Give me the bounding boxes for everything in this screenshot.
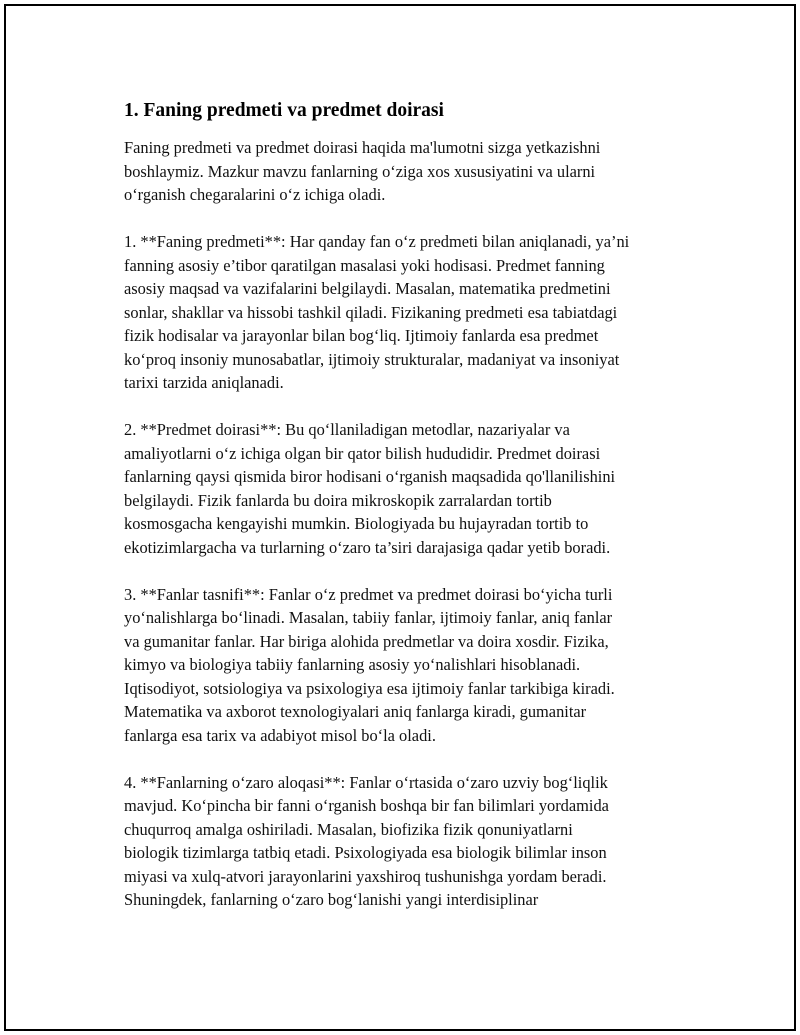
page-border xyxy=(4,4,796,1031)
paragraph-subject: 1. **Faning predmeti**: Har qanday fan o‘z predmeti bilan aniqlanadi, ya’ni fanning asosiy e’tibor qaratilgan masalasi yoki hodisasi. Predmet fanning asosiy maqsad va vazifalarini belgilaydi. Masalan, matematika predmetini sonlar, shakllar va hissobi tashkil qiladi. Fizikaning predmeti esa tabiatdagi fizik hodisalar va jarayonlar bilan bog‘liq. Ijtimoiy fanlarda esa predmet ko‘proq insoniy munosabatlar, ijtimoiy strukturalar, madaniyat va insoniyat tarixi tarzida aniqlanadi. xyxy=(124,232,630,392)
document-body xyxy=(124,98,704,912)
section-heading: 1. Faning predmeti va predmet doirasi xyxy=(124,100,444,121)
paragraph-classification: 3. **Fanlar tasnifi**: Fanlar o‘z predmet va predmet doirasi bo‘yicha turli yo‘nalishlarga bo‘linadi. Masalan, tabiiy fanlar, ijtimoiy fanlar, aniq fanlar va gumanitar fanlar. Har biriga alohida predmetlar va doira xosdir. Fizika, kimyo va biologiya tabiiy fanlarning asosiy yo‘nalishlari hisoblanadi. Iqtisodiyot, sotsiologiya va psixologiya esa ijtimoiy fanlar tarkibiga kiradi. Matematika va axborot texnologiyalari aniq fanlarga kiradi, gumanitar fanlarga esa tarix va adabiyot misol bo‘la oladi. xyxy=(124,584,615,745)
paragraph-interrelation: 4. **Fanlarning o‘zaro aloqasi**: Fanlar o‘rtasida o‘zaro uzviy bog‘liqlik mavjud. Ko‘pincha bir fanni o‘rganish boshqa bir fan bilimlari yordamida chuqurroq amalga oshiriladi. Masalan, biofizika fizik qonuniyatlarni biologik tizimlarga tatbiq etadi. Psixologiyada esa biologik bilimlar inson miyasi va xulq-atvori jarayonlarini yaxshiroq tushunishga yordam beradi. Shuningdek, fanlarning o‘zaro bog‘lanishi yangi interdisiplinar xyxy=(124,772,609,909)
intro-paragraph: Faning predmeti va predmet doirasi haqida ma'lumotni sizga yetkazishni boshlaymiz. Mazkur mavzu fanlarning o‘ziga xos xususiyatini va ularni o‘rganish chegaralarini o‘z ichiga oladi. xyxy=(124,138,601,204)
paragraph-scope: 2. **Predmet doirasi**: Bu qo‘llaniladigan metodlar, nazariyalar va amaliyotlarni o‘z ichiga olgan bir qator bilish hududidir. Predmet doirasi fanlarning qaysi qismida biror hodisani o‘rganish maqsadida qo'llanilishini belgilaydi. Fizik fanlarda bu doira mikroskopik zarralardan tortib kosmosgacha kengayishi mumkin. Biologiyada bu hujayradan tortib to ekotizimlargacha va turlarning o‘zaro ta’siri darajasiga qadar yetib boradi. xyxy=(124,420,616,557)
